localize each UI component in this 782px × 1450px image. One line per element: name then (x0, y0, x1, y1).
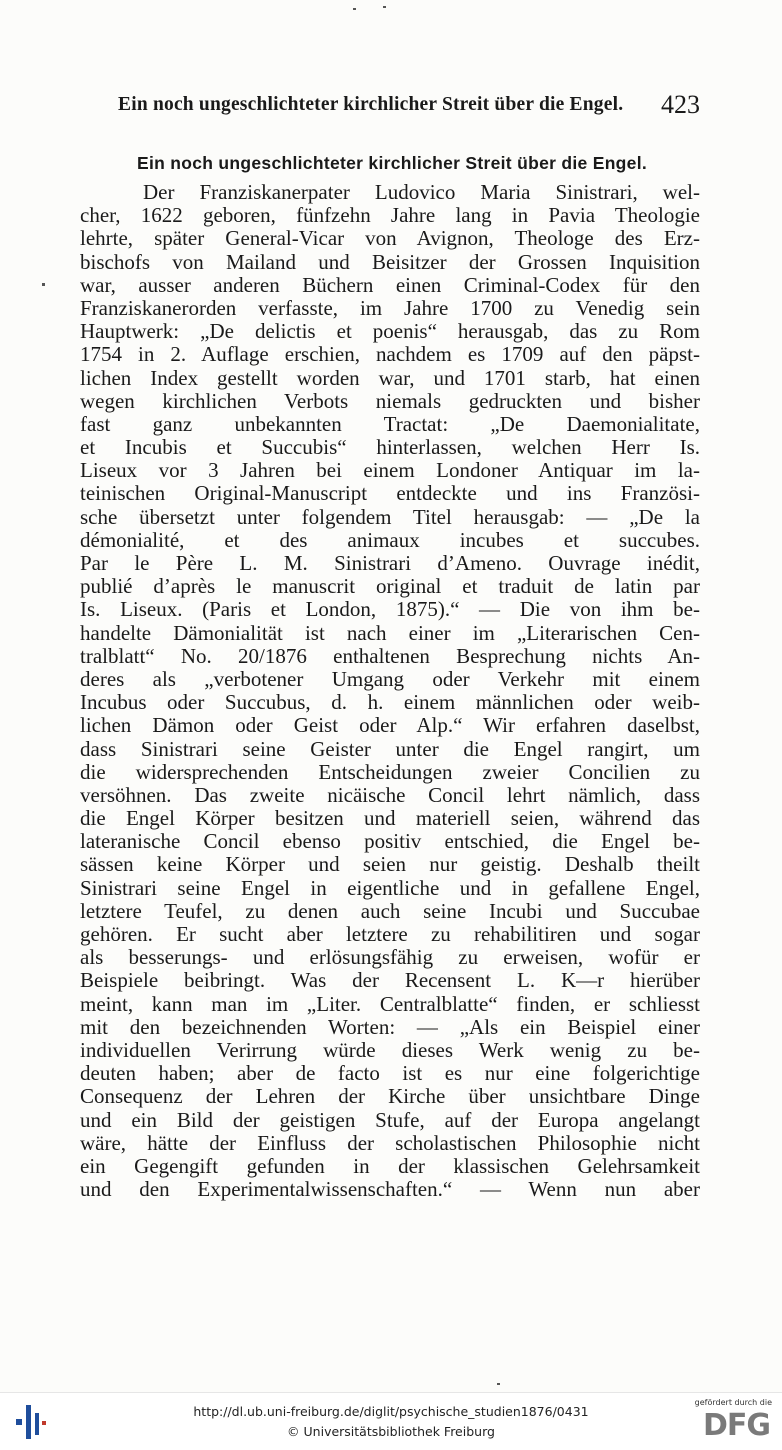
permalink-url[interactable]: http://dl.ub.uni-freiburg.de/diglit/psychische_studien1876/0431 (193, 1404, 589, 1419)
text-line (80, 1132, 700, 1155)
text-line (80, 807, 700, 830)
text-line-content: Is. Liseux. (Paris et London, 1875).“ — Die von ihm be- (80, 598, 700, 622)
text-line-content: ein Gegengift gefunden in der klassischen Gelehrsamkeit (80, 1154, 700, 1178)
text-line (80, 877, 700, 900)
copyright-notice: © Universitätsbibliothek Freiburg (287, 1424, 495, 1439)
scan-speck (42, 283, 45, 286)
scan-speck (383, 6, 386, 8)
text-line (80, 1085, 700, 1108)
text-line-content: wäre, hätte der Einfluss der scholastischen Philosophie nicht (80, 1131, 700, 1155)
text-line (80, 853, 700, 876)
text-line (80, 923, 700, 946)
article-body (80, 181, 700, 1201)
text-line-content: als besserungs- und erlösungsfähig zu erweisen, wofür er (80, 946, 700, 970)
funder-note: gefördert durch die (694, 1398, 772, 1407)
text-line (80, 900, 700, 923)
text-line (80, 320, 700, 343)
text-line-content: und ein Bild der geistigen Stufe, auf der Europa angelangt (80, 1108, 700, 1132)
text-line (80, 714, 700, 737)
text-line-content: versöhnen. Das zweite nicäische Concil lehrt nämlich, dass (80, 783, 700, 807)
text-line (80, 575, 700, 598)
text-line-content: deres als „verbotener Umgang oder Verkehr mit einem (80, 667, 700, 691)
text-line-content: die Engel Körper besitzen und materiell seien, während das (80, 807, 700, 831)
text-line (80, 251, 700, 274)
text-line-content: war, ausser anderen Büchern einen Criminal-Codex für den (80, 273, 700, 297)
text-line-content: cher, 1622 geboren, fünfzehn Jahre lang in Pavia Theologie (80, 204, 700, 228)
text-line-content: Beispiele beibringt. Was der Recensent L. K—r hierüber (80, 969, 700, 993)
text-line-content: lichen Index gestellt worden war, und 1701 starb, hat einen (80, 366, 700, 390)
text-line-content: wegen kirchlichen Verbots niemals gedruckten und bisher (80, 389, 700, 413)
text-line-content: meint, kann man im „Liter. Centralblatte“ finden, er schliesst (80, 992, 700, 1016)
text-line (80, 645, 700, 668)
text-line (80, 784, 700, 807)
text-line-content: handelte Dämonialität ist nach einer im „Literarischen Cen- (80, 621, 700, 645)
text-line (80, 668, 700, 691)
text-line (80, 204, 700, 227)
scan-speck (353, 8, 356, 10)
text-line (80, 622, 700, 645)
text-line (80, 390, 700, 413)
text-line (80, 274, 700, 297)
text-line (80, 529, 700, 552)
text-line (80, 297, 700, 320)
text-line (80, 459, 700, 482)
text-line-content: mit den bezeichnenden Worten: — „Als ein Beispiel einer (80, 1015, 700, 1039)
text-line (80, 946, 700, 969)
text-line (80, 1062, 700, 1085)
text-line (80, 227, 700, 250)
text-line (80, 691, 700, 714)
text-line (80, 993, 700, 1016)
text-line-content: et Incubis et Succubis“ hinterlassen, welchen Herr Is. (80, 436, 700, 460)
text-line (80, 830, 700, 853)
text-line-content: und den Experimentalwissenschaften.“ — Wenn nun aber (80, 1178, 700, 1202)
viewer-footer (0, 1392, 782, 1450)
text-line (80, 181, 700, 204)
running-title: Ein noch ungeschlichteter kirchlicher Streit über die Engel. (118, 94, 624, 115)
text-line-content: sche übersetzt unter folgendem Titel herausgab: — „De la (80, 505, 700, 529)
text-line-content: Liseux vor 3 Jahren bei einem Londoner Antiquar im la- (80, 459, 700, 483)
text-line (80, 1155, 700, 1178)
text-line (80, 598, 700, 621)
text-line-content: teinischen Original-Manuscript entdeckte und ins Französi- (80, 482, 700, 506)
text-line (80, 1039, 700, 1062)
text-line (80, 761, 700, 784)
text-line (80, 482, 700, 505)
text-line (80, 969, 700, 992)
text-line-content: lateranische Concil ebenso positiv entschied, die Engel be- (80, 830, 700, 854)
text-line-content: Franziskanerorden verfasste, im Jahre 1700 zu Venedig sein (80, 296, 700, 320)
text-line-content: letztere Teufel, zu denen auch seine Incubi und Succubae (80, 899, 700, 923)
text-line (80, 343, 700, 366)
text-line-content: gehören. Er sucht aber letztere zu rehabilitiren und sogar (80, 923, 700, 946)
article-title: Ein noch ungeschlichteter kirchlicher Streit über die Engel. (136, 153, 648, 173)
text-line-content: die widersprechenden Entscheidungen zweier Concilien zu (80, 760, 700, 784)
text-line-content: lichen Dämon oder Geist oder Alp.“ Wir erfahren daselbst, (80, 714, 700, 738)
text-line-content: deuten haben; aber de facto ist es nur eine folgerichtige (80, 1062, 700, 1086)
text-line-content: Sinistrari seine Engel in eigentliche und in gefallene Engel, (80, 876, 700, 900)
text-line (80, 738, 700, 761)
page-number: 423 (661, 90, 700, 119)
text-line-content: Consequenz der Lehren der Kirche über unsichtbare Dinge (80, 1085, 700, 1109)
text-line-content: Hauptwerk: „De delictis et poenis“ herausgab, das zu Rom (80, 320, 700, 344)
text-line (80, 413, 700, 436)
text-line-content: Der Franziskanerpater Ludovico Maria Sinistrari, wel- (143, 181, 700, 204)
text-line (80, 506, 700, 529)
text-line-content: sässen keine Körper und seien nur geistig. Deshalb theilt (80, 853, 700, 877)
text-line-content: 1754 in 2. Auflage erschien, nachdem es 1709 auf den päpst- (80, 343, 700, 367)
text-line-content: publié d’après le manuscrit original et traduit de latin par (80, 575, 700, 599)
text-line-content: dass Sinistrari seine Geister unter die Engel rangirt, um (80, 737, 700, 761)
text-line (80, 1178, 700, 1201)
text-line (80, 1109, 700, 1132)
text-line (80, 367, 700, 390)
text-line (80, 552, 700, 575)
dfg-logo: DFG (702, 1408, 770, 1443)
text-line-content: Incubus oder Succubus, d. h. einem männlichen oder weib- (80, 691, 700, 715)
text-line (80, 436, 700, 459)
text-line-content: fast ganz unbekannten Tractat: „De Daemonialitate, (80, 412, 700, 436)
text-line-content: démonialité, et des animaux incubes et succubes. (80, 528, 700, 552)
text-line-content: Par le Père L. M. Sinistrari d’Ameno. Ouvrage inédit, (80, 552, 700, 575)
text-line-content: tralblatt“ No. 20/1876 enthaltenen Besprechung nichts An- (80, 644, 700, 668)
text-line-content: bischofs von Mailand und Beisitzer der Grossen Inquisition (80, 250, 700, 274)
running-head (110, 92, 700, 126)
text-line-content: individuellen Verirrung würde dieses Werk wenig zu be- (80, 1038, 700, 1062)
text-line-content: lehrte, später General-Vicar von Avignon, Theologe des Erz- (80, 227, 700, 251)
scan-speck (497, 1383, 500, 1385)
text-line (80, 1016, 700, 1039)
